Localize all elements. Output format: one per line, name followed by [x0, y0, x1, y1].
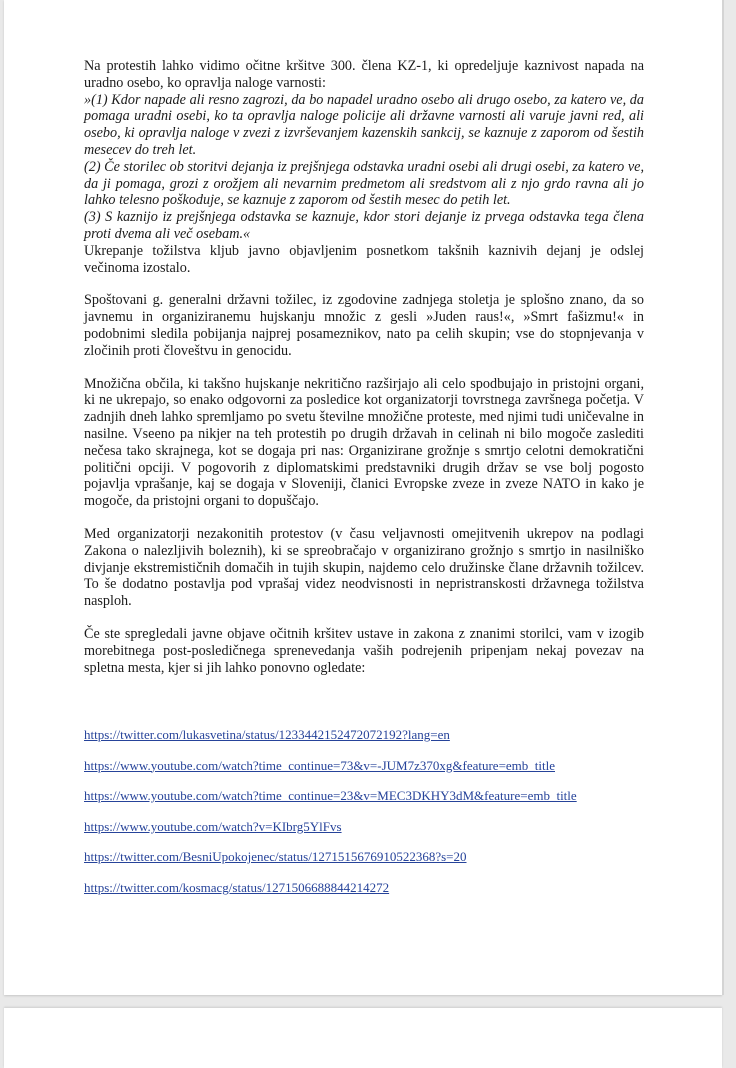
document-page	[4, 0, 722, 995]
next-page	[4, 1008, 722, 1068]
paragraph-address: Spoštovani g. generalni državni tožilec, iz zgodovine zadnjega stoletja je splošno znano, da so javnemu in organiziranemu hujskanju množic z gesli »Juden raus!«, »Smrt fašizmu!« in podobnimi sledila pobijanja najprej posameznikov, nato pa celih skupin; vse do stopnjevanja v zločinih proti človeštvu in genocidu.	[84, 292, 644, 359]
intro-paragraph: Na protestih lahko vidimo očitne kršitve 300. člena KZ-1, ki opredeljuje kaznivost napada na uradno osebo, ko opravlja naloge varnosti:	[84, 58, 644, 91]
link-twitter-lukasvetina[interactable]: https://twitter.com/lukasvetina/status/1233442152472072192?lang=en	[84, 727, 450, 742]
link-youtube-2[interactable]: https://www.youtube.com/watch?time_continue=23&v=MEC3DKHY3dM&feature=emb_title	[84, 788, 577, 804]
link-twitter-kosmacg[interactable]: https://twitter.com/kosmacg/status/1271506688844214272	[84, 879, 390, 895]
link-list	[84, 727, 684, 911]
law-quote	[84, 92, 644, 243]
paragraph-media: Množična občila, ki takšno hujskanje nekritično razširjajo ali celo spodbujajo in pristojni organi, ki ne ukrepajo, so enako odgovorni za posledice kot organizatorji tovrstnega završnega početja. V zadnjih dneh lahko spremljamo po svetu številne množične proteste, med njimi tudi uničevalne in nasilne. Vseeno pa nikjer na teh protestih po drugih državah in celinah ni bilo mogoče zaslediti nečesa tako skrajnega, kot se dogaja pri nas: Organizirane grožnje s smrtjo celotni demokratični politični opciji. V pogovorih z diplomatskimi predstavniki drugih držav se vse bolj pogosto pojavlja vprašanje, kaj se dogaja v Sloveniji, članici Evropske zveze in zveze NATO in kako je mogoče, da pristojni organi to dopuščajo.	[84, 375, 644, 510]
link-youtube-1[interactable]: https://www.youtube.com/watch?time_continue=73&v=-JUM7z370xg&feature=emb_title	[84, 757, 555, 773]
document-body	[84, 58, 644, 676]
link-youtube-3[interactable]: https://www.youtube.com/watch?v=KIbrg5YlFvs	[84, 818, 342, 834]
page-edge	[722, 0, 724, 995]
paragraph-links-intro: Če ste spregledali javne objave očitnih kršitev ustave in zakona z znanimi storilci, vam v izogib morebitnega post-posledičnega sprenevedanja vaših podrejenih pripenjam nekaj povezav na spletna mesta, kjer si jih lahko ponovno ogledate:	[84, 625, 644, 676]
quote-paragraph-2: (2) Če storilec ob storitvi dejanja iz prejšnjega odstavka uradni osebi ali drugi osebi, za katero ve, da ji pomaga, grozi z orožjem ali nevarnim predmetom ali sredstvom ali z njo grdo ravna ali jo lahko telesno poškoduje, se kaznuje z zaporom od šestih mesec do petih let.	[84, 158, 644, 209]
quote-paragraph-1: »(1) Kdor napade ali resno zagrozi, da bo napadel uradno osebo ali drugo osebo, za katero ve, da pomaga uradni osebi, ko ta opravlja naloge policije ali državne varnosti ali varuje javni red, ali osebo, ki opravlja naloge v zvezi z izvrševanjem kazenskih sankcij, se kaznuje z zaporom od šestih mesecev do treh let.	[84, 91, 644, 158]
paragraph-prosecution: Ukrepanje tožilstva kljub javno objavljenim posnetkom takšnih kaznivih dejanj je odslej večinoma izostalo.	[84, 242, 644, 276]
quote-paragraph-3: (3) S kaznijo iz prejšnjega odstavka se kaznuje, kdor stori dejanje iz prvega odstavka tega člena proti dvema ali več osebam.«	[84, 209, 644, 242]
link-twitter-besniupokojenec[interactable]: https://twitter.com/BesniUpokojenec/status/1271515676910522368?s=20	[84, 849, 467, 865]
paragraph-organizers: Med organizatorji nezakonitih protestov (v času veljavnosti omejitvenih ukrepov na podlagi Zakona o nalezljivih boleznih), ki se spreobračajo v organizirano grožnjo s smrtjo in nasilniško divjanje ekstremističnih domačih in tujih skupin, najdemo celo družinske člane državnih tožilcev. To še dodatno postavlja pod vprašaj videz neodvisnosti in nepristranskosti državnega tožilstva nasploh.	[84, 525, 644, 610]
